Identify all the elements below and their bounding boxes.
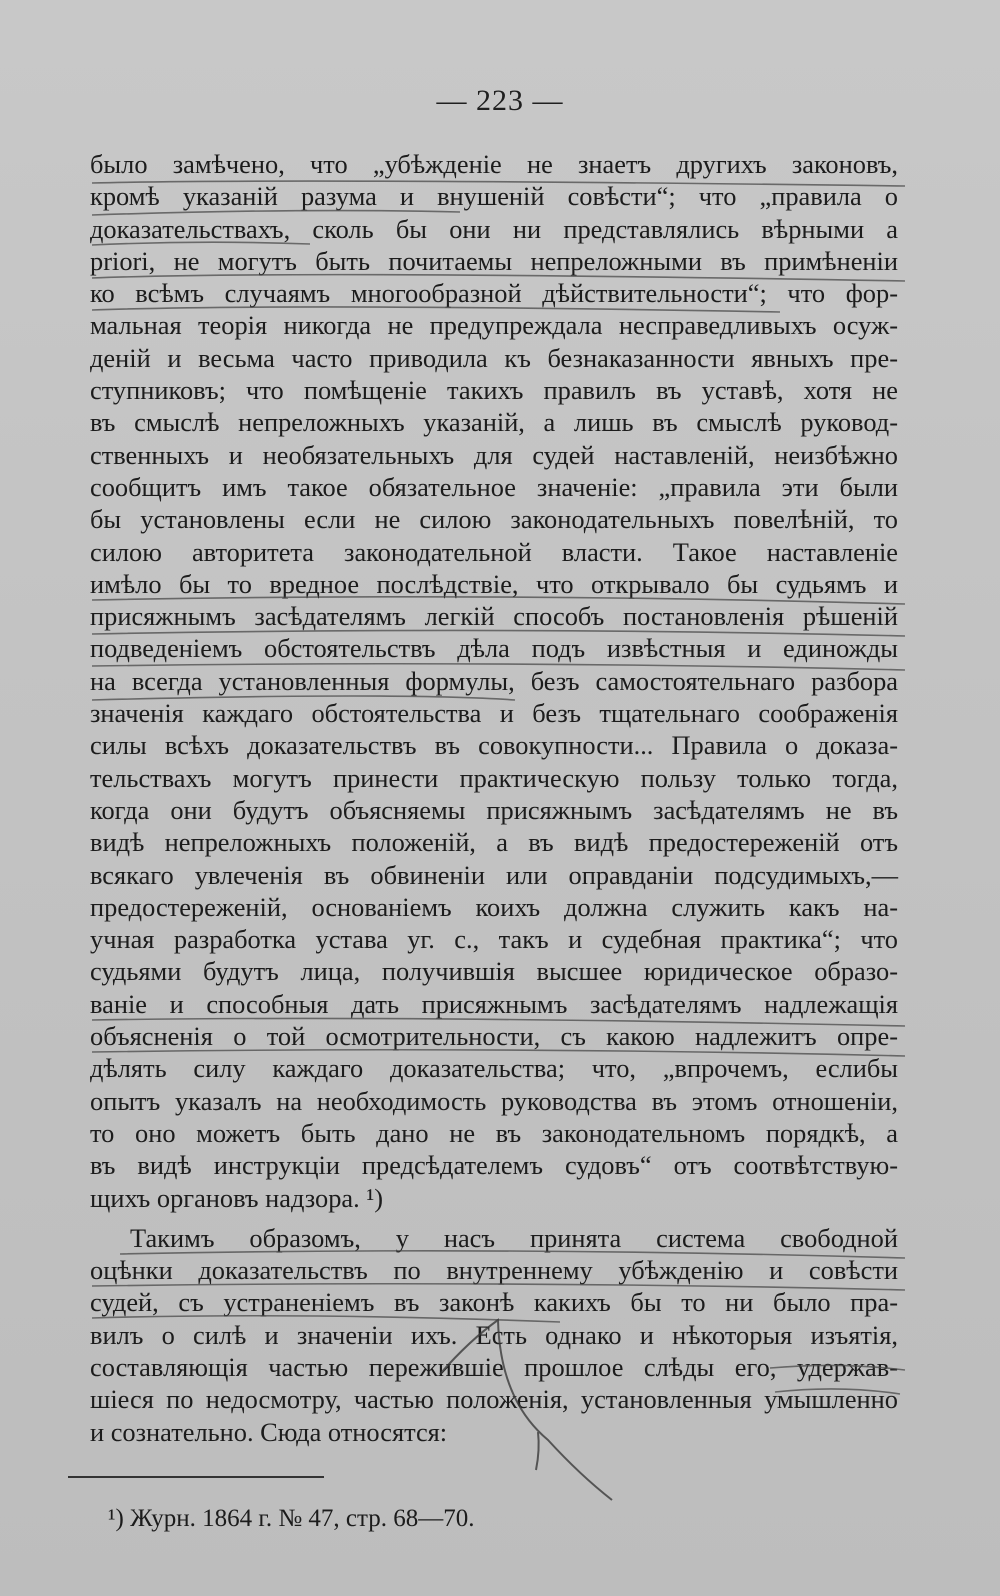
text-line-paragraph-end: и сознательно. Сюда относятся: [90,1416,448,1447]
text-line: силы всѣхъ доказательствъ въ совокупности... Правила о доказа- [90,730,898,761]
text-line: составляющія частью пережившіе прошлое слѣды его, удержав- [90,1351,898,1382]
text-line: учная разработка устава уг. с., такъ и судебная практика“; что [90,924,898,955]
text-line: мальная теорія никогда не предупреждала несправедливыхъ осуж- [90,310,898,341]
text-line: ко всѣмъ случаямъ многообразной дѣйствительности“; что фор- [90,278,898,309]
text-line: то оно можетъ быть дано не въ законодательномъ порядкѣ, а [90,1117,898,1148]
text-line: объясненія о той осмотрительности, съ какою надлежитъ опре- [90,1021,898,1052]
footnote-divider [68,1476,324,1478]
text-line: было замѣчено, что „убѣжденіе не знаетъ другихъ законовъ, [90,149,898,179]
paragraph-gap [90,1214,898,1222]
text-line: въ смыслѣ непреложныхъ указаній, а лишь въ смыслѣ руковод- [90,407,898,438]
text-line: оцѣнки доказательствъ по внутреннему убѣжденію и совѣсти [90,1255,898,1286]
text-line: ваніе и способныя дать присяжнымъ засѣдателямъ надлежащія [90,988,898,1019]
text-line: предостереженій, основаніемъ коихъ должна служить какъ на- [90,891,898,922]
text-line: вилъ о силѣ и значеніи ихъ. Есть однако и нѣкоторыя изъятія, [90,1319,898,1350]
text-line: опытъ указалъ на необходимость руководства въ этомъ отношеніи, [90,1085,898,1116]
text-line: присяжнымъ засѣдателямъ легкій способъ постановленія рѣшеній [90,601,898,632]
text-line: на всегда установленныя формулы, безъ самостоятельнаго разбора [90,665,898,696]
text-line: дѣлять силу каждаго доказательства; что, „впрочемъ, еслибы [90,1053,898,1084]
text-line: видѣ непреложныхъ положеній, а въ видѣ предостереженій отъ [90,827,898,858]
text-line: доказательствахъ, сколь бы они ни представлялись вѣрными a [90,213,898,244]
text-line: силою авторитета законодательной власти. Такое наставленіе [90,536,898,567]
text-line: всякаго увлеченія въ обвиненіи или оправданіи подсудимыхъ,— [90,859,898,890]
text-line: въ видѣ инструкціи предсѣдателемъ судовъ“ отъ соотвѣтствую- [90,1150,898,1181]
text-line: тельствахъ могутъ принести практическую пользу только тогда, [90,762,898,793]
text-line: имѣло бы то вредное послѣдствіе, что открывало бы судьямъ и [90,568,898,599]
text-line: когда они будутъ объясняемы присяжнымъ засѣдателямъ не въ [90,794,898,825]
footnote-text: Журн. 1864 г. № 47, стр. 68—70. [130,1505,475,1532]
text-line: ственныхъ и необязательныхъ для судей наставленій, неизбѣжно [90,439,898,470]
text-line: priori, не могутъ быть почитаемы непреложными въ примѣненіи [90,245,898,276]
text-line: деній и весьма часто приводила къ безнаказанности явныхъ пре- [90,342,898,373]
footnote-marker: ¹) [108,1505,124,1532]
text-line: шіеся по недосмотру, частью положенія, установленныя умышленно [90,1384,898,1415]
text-line: ступниковъ; что помѣщеніе такихъ правилъ въ уставѣ, хотя не [90,375,898,406]
page-number: — 223 — [436,84,564,117]
text-line: значенія каждаго обстоятельства и безъ тщательнаго соображенія [90,698,898,729]
text-line: судьями будутъ лица, получившія высшее юридическое образо- [90,956,898,987]
text-line: сообщитъ имъ такое обязательное значеніе: „правила эти были [90,471,898,502]
footnote [108,1505,475,1533]
body-text [90,148,898,1448]
text-line-paragraph-end: щихъ органовъ надзора. ¹) [90,1182,384,1213]
text-line: бы установлены если не силою законодательныхъ повелѣній, то [90,504,898,535]
text-line: кромѣ указаній разума и внушеній совѣсти“; что „правила о [90,181,898,212]
text-line: судей, съ устраненіемъ въ законѣ какихъ бы то ни было пра- [90,1287,898,1318]
text-line-paragraph-start: Такимъ образомъ, у насъ принята система свободной [130,1222,898,1253]
text-line: подведеніемъ обстоятельствъ дѣла подъ извѣстныя и единожды [90,633,898,664]
